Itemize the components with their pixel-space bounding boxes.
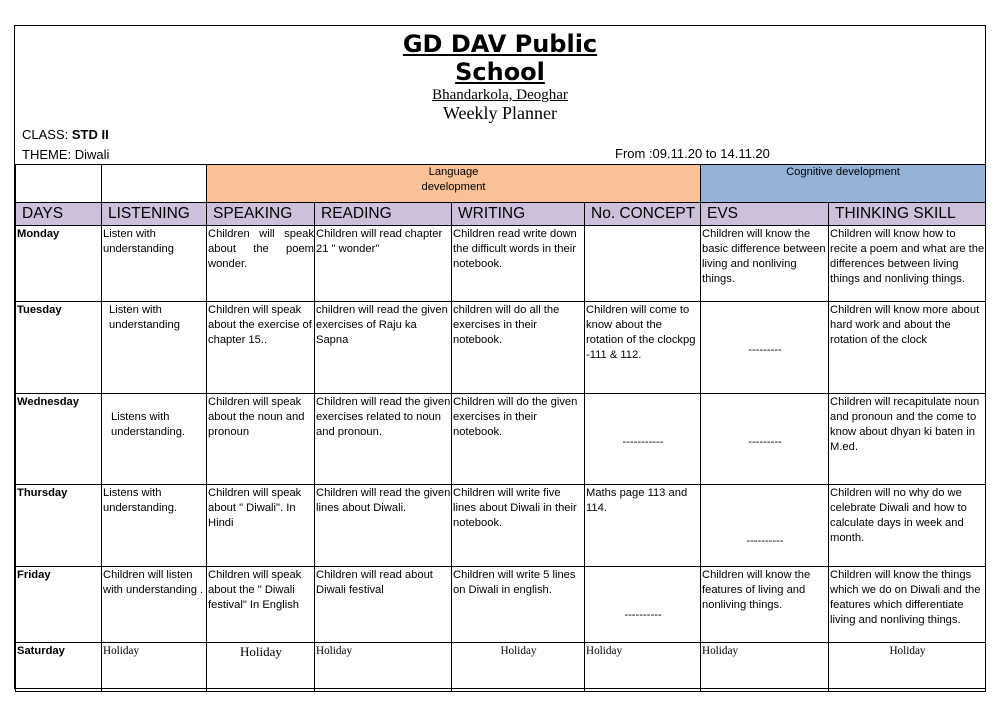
- theme-value: Diwali: [74, 147, 110, 162]
- holiday-cell: Holiday: [207, 643, 315, 692]
- table-cell: Children will speak about the " Diwali festival" In English: [207, 567, 315, 643]
- table-cell: Children will speak about the exercise of chapter 15..: [207, 302, 315, 394]
- holiday-cell: Holiday: [701, 643, 829, 692]
- table-row: [16, 643, 986, 692]
- empty-dash: ---------: [748, 344, 782, 356]
- day-cell: Monday: [16, 226, 102, 302]
- column-header-row: [16, 203, 986, 226]
- table-cell: Children read write down the difficult words in their notebook.: [452, 226, 585, 302]
- language-development-band: [207, 165, 701, 203]
- table-cell: Children will know how to recite a poem and what are the differences between living things and nonliving things.: [829, 226, 986, 302]
- planner-table: [15, 164, 986, 692]
- table-cell: Maths page 113 and 114.: [585, 485, 701, 567]
- empty-dash: ----------: [746, 535, 784, 547]
- table-cell: [585, 226, 701, 302]
- empty-dash: -----------: [622, 436, 664, 448]
- table-cell: Children will recapitulate noun and pronoun and the come to know about dhyan ki baten in M.ed.: [829, 394, 986, 485]
- holiday-cell: Holiday: [452, 643, 585, 692]
- class-label: CLASS:: [22, 127, 72, 142]
- table-row: [16, 394, 986, 485]
- day-cell: Wednesday: [16, 394, 102, 485]
- table-cell: Children will know the features of living and nonliving things.: [701, 567, 829, 643]
- table-cell: Children will speak about " Diwali". In Hindi: [207, 485, 315, 567]
- holiday-cell: Holiday: [585, 643, 701, 692]
- column-header: No. CONCEPT: [585, 203, 701, 226]
- table-cell: [585, 394, 701, 485]
- weekly-planner-sheet: [14, 25, 986, 689]
- column-header: DAYS: [16, 203, 102, 226]
- table-cell: Children will write 5 lines on Diwali in english.: [452, 567, 585, 643]
- day-cell: Thursday: [16, 485, 102, 567]
- column-header: WRITING: [452, 203, 585, 226]
- table-cell: Children will know the things which we do on Diwali and the features which differentiate living and nonliving things.: [829, 567, 986, 643]
- table-cell: Children will listen with understanding .: [102, 567, 207, 643]
- holiday-cell: Holiday: [102, 643, 207, 692]
- theme-line: [22, 147, 109, 162]
- date-range: From :09.11.20 to 14.11.20: [615, 146, 770, 161]
- table-cell: [585, 567, 701, 643]
- planner-title: Weekly Planner: [442, 103, 557, 123]
- table-cell: Children will read chapter 21 " wonder": [315, 226, 452, 302]
- table-row: [16, 302, 986, 394]
- column-header: READING: [315, 203, 452, 226]
- class-value: STD II: [71, 127, 109, 142]
- table-cell: Children will come to know about the rotation of the clockpg -111 & 112.: [585, 302, 701, 394]
- table-cell: Children will speak about the noun and pronoun: [207, 394, 315, 485]
- school-location: Bhandarkola, Deoghar: [432, 87, 568, 103]
- day-cell: Saturday: [16, 643, 102, 692]
- column-header: EVS: [701, 203, 829, 226]
- column-header: THINKING SKILL: [829, 203, 986, 226]
- table-cell: [701, 394, 829, 485]
- class-line: [22, 127, 109, 142]
- day-cell: Tuesday: [16, 302, 102, 394]
- day-cell: Friday: [16, 567, 102, 643]
- table-cell: Listen with understanding: [102, 226, 207, 302]
- language-band-label: Language development: [421, 166, 486, 193]
- table-cell: [102, 394, 207, 485]
- table-row: [16, 485, 986, 567]
- column-header: LISTENING: [102, 203, 207, 226]
- school-name-line2: School: [455, 58, 545, 86]
- table-cell: children will do all the exercises in their notebook.: [452, 302, 585, 394]
- holiday-cell: Holiday: [315, 643, 452, 692]
- table-cell: children will read the given exercises of Raju ka Sapna: [315, 302, 452, 394]
- table-cell: Listens with understanding.: [102, 485, 207, 567]
- table-cell: Children will read about Diwali festival: [315, 567, 452, 643]
- cognitive-development-band: Cognitive development: [701, 165, 986, 203]
- table-cell: Children will read the given exercises related to noun and pronoun.: [315, 394, 452, 485]
- table-cell: [701, 485, 829, 567]
- section-band-row: [16, 165, 986, 203]
- column-header: SPEAKING: [207, 203, 315, 226]
- table-row: [16, 226, 986, 302]
- holiday-cell: Holiday: [829, 643, 986, 692]
- table-cell: Children will know more about hard work and about the rotation of the clock: [829, 302, 986, 394]
- table-cell: Listen with understanding: [102, 302, 207, 394]
- band-blank-cell: [102, 165, 207, 203]
- school-name-line1: GD DAV Public: [402, 30, 598, 58]
- theme-label: THEME:: [22, 147, 75, 162]
- table-cell: Children will know the basic difference between living and nonliving things.: [701, 226, 829, 302]
- empty-dash: ---------: [748, 436, 782, 448]
- listening-text: Listens with understanding.: [111, 411, 186, 438]
- band-blank-cell: [16, 165, 102, 203]
- table-cell: Children will no why do we celebrate Diwali and how to calculate days in week and month.: [829, 485, 986, 567]
- table-row: [16, 567, 986, 643]
- table-cell: Children will read the given lines about Diwali.: [315, 485, 452, 567]
- table-cell: Children will do the given exercises in their notebook.: [452, 394, 585, 485]
- table-cell: [701, 302, 829, 394]
- table-cell: Children will write five lines about Diwali in their notebook.: [452, 485, 585, 567]
- empty-dash: ----------: [624, 609, 662, 621]
- table-cell: Children will speak about the poem wonder.: [207, 226, 315, 302]
